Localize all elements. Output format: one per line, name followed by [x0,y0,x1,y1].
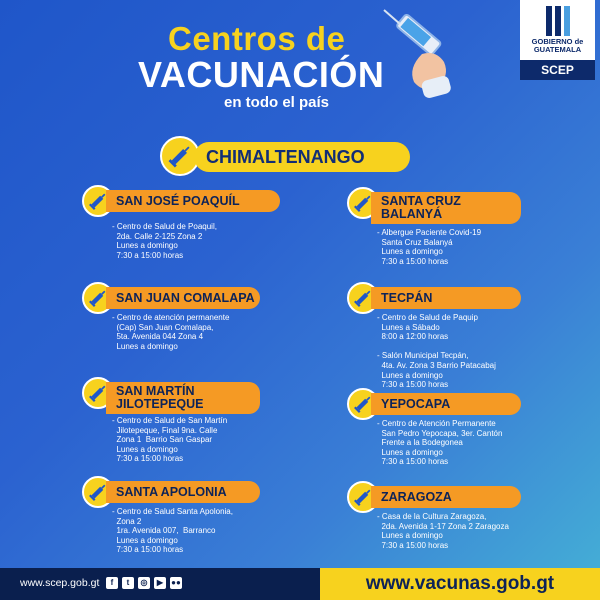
location-details: - Centro de Salud de Paquip Lunes a Sábado 8:00 a 12:00 horas - Salón Municipal Tecpán, 4ta. Av. Zona 3 Barrio Patacabaj Lunes a domingo 7:30 a 15:00 horas [377,313,496,390]
location-name: ZARAGOZA [371,486,521,508]
location-details: - Centro de atención permanente (Cap) San Juan Comalapa, 5ta. Avenida 044 Zona 4 Lunes a domingo [112,313,230,351]
location-details: - Casa de la Cultura Zaragoza, 2da. Avenida 1-17 Zona 2 Zaragoza Lunes a domingo 7:30 a 15:00 horas [377,512,509,550]
gov-emblem-icon [546,6,570,36]
location-name: SAN MARTÍN JILOTEPEQUE [106,382,260,414]
gov-scep: SCEP [520,60,595,80]
location-details: - Centro de Salud de San Martín Jilotepeque, Final 9na. Calle Zona 1 Barrio San Gaspar Lunes a domingo 7:30 a 15:00 horas [112,416,228,464]
instagram-icon[interactable]: ◎ [138,577,150,589]
youtube-icon[interactable]: ▶ [154,577,166,589]
flickr-icon[interactable]: ●● [171,578,181,587]
footer [0,568,600,600]
location-name: SANTA CRUZ BALANYÁ [371,192,521,224]
location-details: - Albergue Paciente Covid-19 Santa Cruz Balanyá Lunes a domingo 7:30 a 15:00 horas [377,228,482,266]
title-line-1: Centros de [168,20,346,57]
location-name: SAN JOSÉ POAQUÍL [106,190,280,212]
location-name: TECPÁN [371,287,521,309]
location-name: SAN JUAN COMALAPA [106,287,260,309]
title-line-2: VACUNACIÓN [138,54,385,95]
location-name: SANTA APOLONIA [106,481,260,503]
vaccine-site-link[interactable]: www.vacunas.gob.gt [320,568,600,600]
location-details: - Centro de Salud Santa Apolonia, Zona 2 1ra. Avenida 007, Barranco Lunes a domingo 7:30 a 15:00 horas [112,507,233,555]
gov-name: GOBIERNO de GUATEMALA [531,37,584,54]
title-line-3: en todo el país [224,94,330,111]
syringe-hand-icon [378,6,458,98]
location-details: - Centro de Atención Permanente San Pedro Yepocapa, 3er. Cantón Frente a la Bodegonea Lunes a domingo 7:30 a 15:00 horas [377,419,503,467]
social-icons [106,577,182,589]
twitter-icon[interactable]: t [122,577,134,589]
facebook-icon[interactable]: f [106,577,118,589]
location-details: - Centro de Salud de Poaquil, 2da. Calle 2-125 Zona 2 Lunes a domingo 7:30 a 15:00 horas [112,222,217,260]
department-label: CHIMALTENANGO [194,142,410,172]
location-name: YEPOCAPA [371,393,521,415]
footer-site-link[interactable]: www.scep.gob.gt [20,577,100,589]
gov-logo [520,0,595,80]
